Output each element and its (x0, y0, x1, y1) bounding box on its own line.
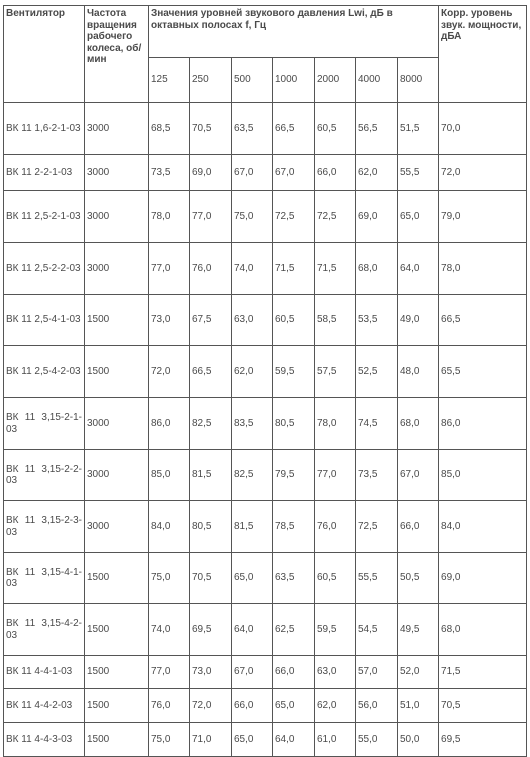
fan-model-cell: ВК 11 3,15-2-1-03 (4, 398, 85, 450)
level-cell: 68,0 (356, 243, 398, 295)
corrected-level-cell: 66,5 (439, 295, 527, 346)
sound-levels-table (3, 5, 527, 757)
header-freq-8000: 8000 (398, 58, 439, 103)
level-cell: 55,0 (356, 723, 398, 757)
level-cell: 60,5 (315, 553, 356, 604)
level-cell: 85,0 (149, 450, 190, 501)
fan-model-cell: ВК 11 2,5-2-1-03 (4, 191, 85, 243)
level-cell: 63,5 (232, 103, 273, 155)
table-row (4, 689, 527, 723)
fan-model-cell: ВК 11 3,15-4-2-03 (4, 604, 85, 656)
level-cell: 63,5 (273, 553, 315, 604)
level-cell: 72,5 (273, 191, 315, 243)
level-cell: 72,5 (315, 191, 356, 243)
level-cell: 69,5 (190, 604, 232, 656)
fan-model-cell: ВК 11 2,5-2-2-03 (4, 243, 85, 295)
level-cell: 68,0 (398, 398, 439, 450)
level-cell: 66,0 (398, 501, 439, 553)
header-freq-1000: 1000 (273, 58, 315, 103)
table-row (4, 450, 527, 501)
corrected-level-cell: 65,5 (439, 346, 527, 398)
header-speed: Частота вращения рабочего колеса, об/мин (85, 6, 149, 103)
level-cell: 82,5 (232, 450, 273, 501)
level-cell: 52,0 (398, 656, 439, 689)
level-cell: 83,5 (232, 398, 273, 450)
level-cell: 77,0 (149, 243, 190, 295)
header-freq-125: 125 (149, 58, 190, 103)
header-freq-250: 250 (190, 58, 232, 103)
fan-model-cell: ВК 11 4-4-1-03 (4, 656, 85, 689)
fan-model-cell: ВК 11 3,15-2-2-03 (4, 450, 85, 501)
level-cell: 73,0 (190, 656, 232, 689)
level-cell: 70,5 (190, 553, 232, 604)
level-cell: 49,5 (398, 604, 439, 656)
speed-cell: 3000 (85, 501, 149, 553)
corrected-level-cell: 84,0 (439, 501, 527, 553)
level-cell: 63,0 (315, 656, 356, 689)
level-cell: 69,0 (190, 155, 232, 191)
level-cell: 66,5 (273, 103, 315, 155)
speed-cell: 1500 (85, 604, 149, 656)
level-cell: 56,0 (356, 689, 398, 723)
level-cell: 81,5 (232, 501, 273, 553)
fan-model-cell: ВК 11 1,6-2-1-03 (4, 103, 85, 155)
table-row (4, 243, 527, 295)
corrected-level-cell: 69,0 (439, 553, 527, 604)
header-freq-2000: 2000 (315, 58, 356, 103)
speed-cell: 3000 (85, 450, 149, 501)
level-cell: 73,0 (149, 295, 190, 346)
table-row (4, 553, 527, 604)
level-cell: 82,5 (190, 398, 232, 450)
level-cell: 63,0 (232, 295, 273, 346)
level-cell: 74,0 (149, 604, 190, 656)
corrected-level-cell: 86,0 (439, 398, 527, 450)
level-cell: 67,0 (398, 450, 439, 501)
level-cell: 72,0 (190, 689, 232, 723)
level-cell: 62,5 (273, 604, 315, 656)
level-cell: 58,5 (315, 295, 356, 346)
speed-cell: 1500 (85, 295, 149, 346)
level-cell: 76,0 (190, 243, 232, 295)
level-cell: 77,0 (149, 656, 190, 689)
level-cell: 67,0 (273, 155, 315, 191)
table-row (4, 501, 527, 553)
level-cell: 66,0 (232, 689, 273, 723)
speed-cell: 3000 (85, 243, 149, 295)
level-cell: 60,5 (273, 295, 315, 346)
header-corrected-level: Корр. уровень звук. мощности, дБА (439, 6, 527, 103)
table-row (4, 191, 527, 243)
level-cell: 49,0 (398, 295, 439, 346)
level-cell: 56,5 (356, 103, 398, 155)
level-cell: 67,0 (232, 656, 273, 689)
fan-model-cell: ВК 11 2,5-4-1-03 (4, 295, 85, 346)
level-cell: 80,5 (273, 398, 315, 450)
level-cell: 73,5 (356, 450, 398, 501)
level-cell: 75,0 (232, 191, 273, 243)
corrected-level-cell: 70,0 (439, 103, 527, 155)
level-cell: 75,0 (149, 723, 190, 757)
level-cell: 65,0 (398, 191, 439, 243)
corrected-level-cell: 85,0 (439, 450, 527, 501)
level-cell: 59,5 (315, 604, 356, 656)
level-cell: 71,0 (190, 723, 232, 757)
level-cell: 57,0 (356, 656, 398, 689)
level-cell: 65,0 (232, 553, 273, 604)
level-cell: 53,5 (356, 295, 398, 346)
level-cell: 84,0 (149, 501, 190, 553)
level-cell: 74,5 (356, 398, 398, 450)
level-cell: 50,5 (398, 553, 439, 604)
level-cell: 76,0 (315, 501, 356, 553)
header-levels: Значения уровней звукового давления Lwi, дБ в октавных полосах f, Гц (149, 6, 439, 58)
table-row (4, 346, 527, 398)
level-cell: 78,0 (315, 398, 356, 450)
table-row (4, 723, 527, 757)
fan-model-cell: ВК 11 2-2-1-03 (4, 155, 85, 191)
level-cell: 51,5 (398, 103, 439, 155)
level-cell: 59,5 (273, 346, 315, 398)
speed-cell: 1500 (85, 723, 149, 757)
table-row (4, 656, 527, 689)
speed-cell: 1500 (85, 689, 149, 723)
speed-cell: 3000 (85, 191, 149, 243)
table-row (4, 604, 527, 656)
fan-model-cell: ВК 11 4-4-2-03 (4, 689, 85, 723)
corrected-level-cell: 70,5 (439, 689, 527, 723)
level-cell: 69,0 (356, 191, 398, 243)
level-cell: 65,0 (232, 723, 273, 757)
level-cell: 78,0 (149, 191, 190, 243)
level-cell: 66,0 (315, 155, 356, 191)
fan-model-cell: ВК 11 4-4-3-03 (4, 723, 85, 757)
header-freq-4000: 4000 (356, 58, 398, 103)
level-cell: 64,0 (232, 604, 273, 656)
level-cell: 52,5 (356, 346, 398, 398)
speed-cell: 3000 (85, 155, 149, 191)
level-cell: 86,0 (149, 398, 190, 450)
level-cell: 73,5 (149, 155, 190, 191)
level-cell: 67,0 (232, 155, 273, 191)
table-row (4, 155, 527, 191)
speed-cell: 3000 (85, 103, 149, 155)
level-cell: 57,5 (315, 346, 356, 398)
level-cell: 80,5 (190, 501, 232, 553)
level-cell: 48,0 (398, 346, 439, 398)
corrected-level-cell: 69,5 (439, 723, 527, 757)
fan-model-cell: ВК 11 2,5-4-2-03 (4, 346, 85, 398)
level-cell: 55,5 (356, 553, 398, 604)
speed-cell: 1500 (85, 656, 149, 689)
level-cell: 77,0 (190, 191, 232, 243)
level-cell: 74,0 (232, 243, 273, 295)
level-cell: 72,5 (356, 501, 398, 553)
level-cell: 71,5 (315, 243, 356, 295)
level-cell: 81,5 (190, 450, 232, 501)
fan-model-cell: ВК 11 3,15-2-3-03 (4, 501, 85, 553)
level-cell: 51,0 (398, 689, 439, 723)
level-cell: 62,0 (232, 346, 273, 398)
level-cell: 75,0 (149, 553, 190, 604)
corrected-level-cell: 78,0 (439, 243, 527, 295)
speed-cell: 1500 (85, 553, 149, 604)
level-cell: 55,5 (398, 155, 439, 191)
level-cell: 79,5 (273, 450, 315, 501)
level-cell: 66,0 (273, 656, 315, 689)
level-cell: 62,0 (356, 155, 398, 191)
level-cell: 76,0 (149, 689, 190, 723)
level-cell: 67,5 (190, 295, 232, 346)
speed-cell: 3000 (85, 398, 149, 450)
corrected-level-cell: 68,0 (439, 604, 527, 656)
header-freq-500: 500 (232, 58, 273, 103)
level-cell: 70,5 (190, 103, 232, 155)
corrected-level-cell: 79,0 (439, 191, 527, 243)
table-row (4, 295, 527, 346)
level-cell: 61,0 (315, 723, 356, 757)
level-cell: 50,0 (398, 723, 439, 757)
level-cell: 66,5 (190, 346, 232, 398)
table-row (4, 398, 527, 450)
level-cell: 60,5 (315, 103, 356, 155)
header-fan: Вентилятор (4, 6, 85, 103)
level-cell: 62,0 (315, 689, 356, 723)
level-cell: 72,0 (149, 346, 190, 398)
speed-cell: 1500 (85, 346, 149, 398)
level-cell: 78,5 (273, 501, 315, 553)
level-cell: 54,5 (356, 604, 398, 656)
level-cell: 77,0 (315, 450, 356, 501)
level-cell: 65,0 (273, 689, 315, 723)
corrected-level-cell: 71,5 (439, 656, 527, 689)
corrected-level-cell: 72,0 (439, 155, 527, 191)
fan-model-cell: ВК 11 3,15-4-1-03 (4, 553, 85, 604)
level-cell: 71,5 (273, 243, 315, 295)
table-row (4, 103, 527, 155)
level-cell: 64,0 (273, 723, 315, 757)
level-cell: 64,0 (398, 243, 439, 295)
level-cell: 68,5 (149, 103, 190, 155)
